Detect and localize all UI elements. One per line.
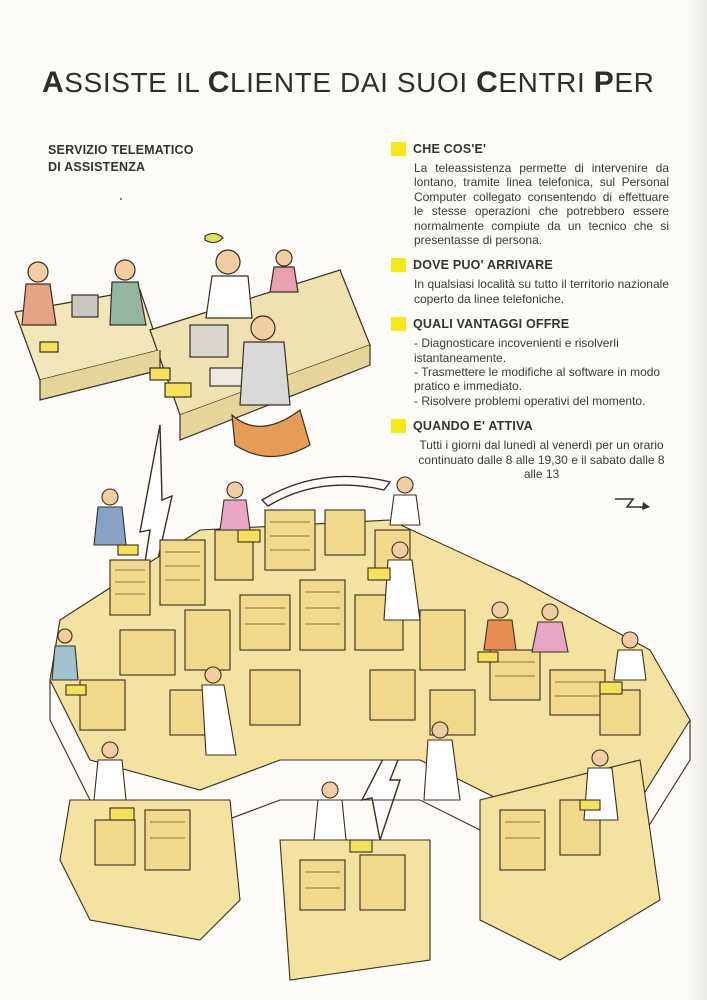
- section-text: In qualsiasi località su tutto il territorio nazionale coperto da linee telefoniche.: [414, 277, 669, 306]
- section-title: QUALI VANTAGGI OFFRE: [413, 317, 570, 332]
- list-item: - Diagnosticare incovenienti e risolverli istantaneamente.: [414, 336, 619, 365]
- section-text: La teleassistenza permette di intervenire da lontano, tramite linea telefonica, sul Personal Computer collegato consentendo di effettuare le stesse operazioni che potrebbero essere normalmente compiute da un tecnico che si presentasse di persona.: [414, 161, 669, 248]
- section-title: CHE COS'E': [413, 142, 487, 156]
- section-text: Tutti i giorni dal lunedì al venerdì per un orario continuato dalle 8 alle 19,30 e il sabato dalle 8 alle 13: [418, 438, 665, 482]
- section-title: DOVE PUO' ARRIVARE: [413, 258, 553, 273]
- page-headline: ASSISTE IL CLIENTE DAI SUOI CENTRI PER: [42, 66, 655, 99]
- yellow-square-icon: [391, 142, 406, 156]
- section-title: QUANDO E' ATTIVA: [413, 419, 533, 434]
- list-item: - Trasmettere le modifiche al software in modo pratico e immediato.: [414, 365, 661, 394]
- service-heading: [48, 142, 194, 176]
- office-scene: [15, 233, 370, 456]
- service-heading-line-1: SERVIZIO TELEMATICO: [48, 143, 194, 157]
- city-network-illustration: [0, 200, 707, 1000]
- service-heading-line-2: DI ASSISTENZA: [48, 160, 146, 174]
- list-item: - Risolvere problemi operativi del momento.: [414, 393, 646, 408]
